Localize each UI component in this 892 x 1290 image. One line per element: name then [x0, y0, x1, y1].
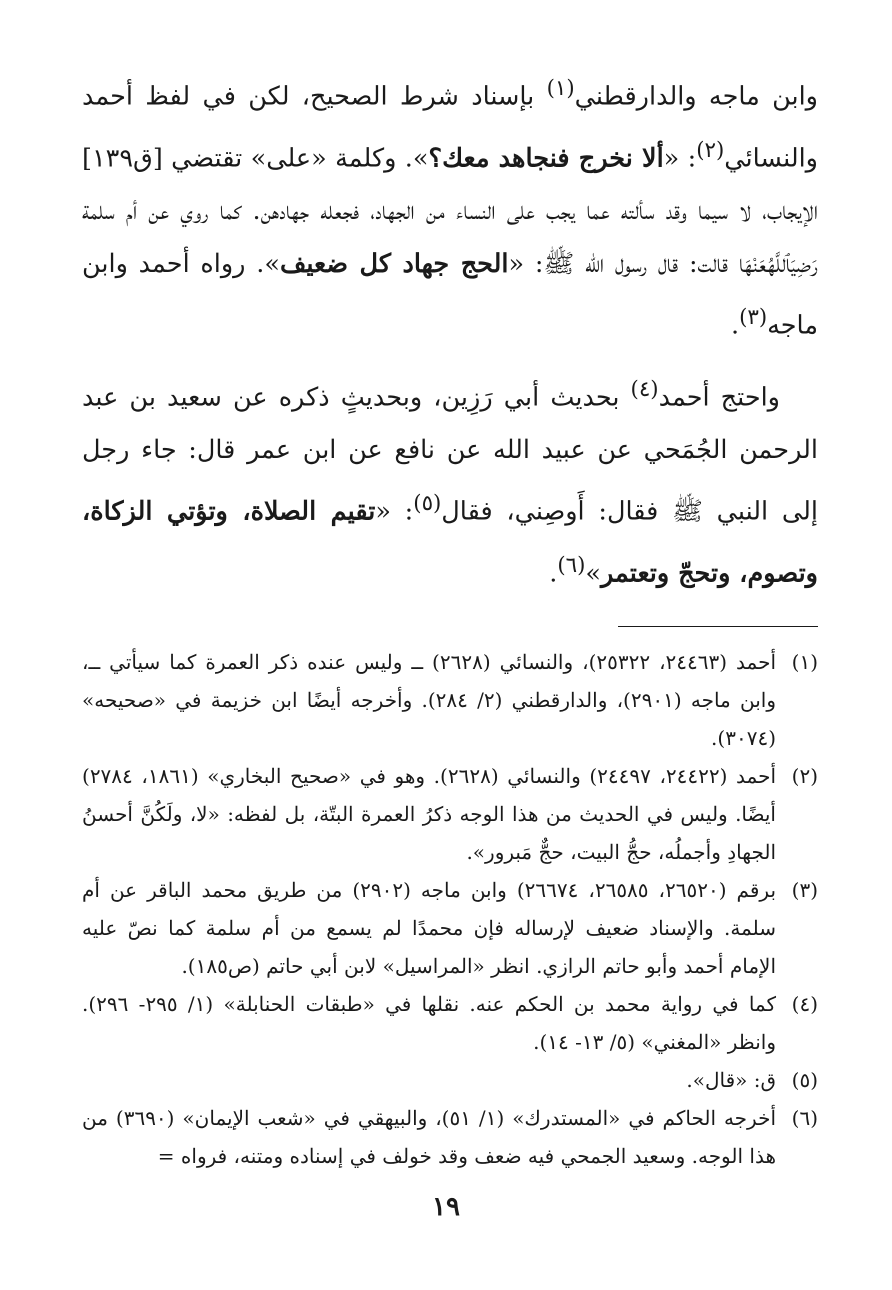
footnote-number: (١): [791, 650, 818, 674]
text-run: بحديث أبي رَزِين، وبحديثٍ ذكره عن سعيد بن عبد الرحمن الجُمَحي عن عبيد الله عن نافع عن ابن عمر قال: جاء رجل إلى النبي ﷺ فقال: أَوصِني، فقال: [82, 382, 818, 527]
page-content: [82, 62, 818, 1175]
quoted-hadith: ألا نخرج فنجاهد معك؟: [428, 143, 664, 173]
footnotes: [82, 643, 818, 1175]
text-run: وابن ماجه والدارقطني: [574, 81, 818, 112]
footnote-item: [82, 643, 818, 757]
footnote-item: [82, 757, 818, 871]
main-text: [82, 62, 818, 600]
text-run: ». وكلمة «على» تقتضي [ق١٣٩] الإيجاب، لا سيما وقد سألته عما يجب على النساء من الجهاد، فجعله جهادهن. كما روي عن أم سلمة رَضِيَٱللَّهُعَنْهَا قالت: قال رسول الله ﷺ: «: [82, 143, 818, 279]
footnote-ref-6[interactable]: (٦): [557, 552, 586, 578]
footnote-item: [82, 985, 818, 1061]
paragraph-2: [82, 363, 818, 601]
text-run: .: [731, 310, 740, 341]
footnote-ref-5[interactable]: (٥): [413, 491, 442, 516]
quoted-hadith: الحج جهاد كل ضعيف: [279, 249, 509, 279]
footnote-text: كما في رواية محمد بن الحكم عنه. نقلها في «طبقات الحنابلة» (١/ ٢٩٥- ٢٩٦). وانظر «المغني» (٥/ ١٣- ١٤).: [82, 992, 776, 1054]
footnote-text: أخرجه الحاكم في «المستدرك» (١/ ٥١)، والبيهقي في «شعب الإيمان» (٣٦٩٠) من هذا الوجه. وسعيد الجمحي فيه ضعف وقد خولف في إسناده ومتنه، فرواه =: [82, 1106, 777, 1168]
text-run: واحتج أحمد: [658, 382, 780, 412]
footnote-text: أحمد (٢٤٤٢٢، ٢٤٤٩٧) والنسائي (٢٦٢٨). وهو في «صحيح البخاري» (١٨٦١، ٢٧٨٤) أيضًا. وليس في الحديث من هذا الوجه ذكرُ العمرة البتّة، بل لفظه: «لا، ولَكُنَّ أحسنُ الجهادِ وأجملُه، حجُّ البيت، حجٌّ مَبرور».: [82, 764, 777, 864]
footnote-divider: [618, 626, 818, 627]
paragraph-1: [82, 62, 818, 353]
text-run: : «: [375, 496, 414, 527]
footnote-number: (٢): [791, 764, 818, 788]
footnote-ref-1[interactable]: (١): [546, 76, 575, 101]
quoted-hadith: تقيم الصلاة، وتؤتي الزكاة، وتصوم، وتحجّ وتعتمر: [82, 496, 818, 588]
text-run: .: [549, 558, 558, 588]
footnote-item: [82, 1099, 818, 1175]
footnote-number: (٤): [791, 992, 818, 1016]
text-run: : «: [663, 143, 697, 173]
footnote-item: [82, 1061, 818, 1099]
text-run: »: [585, 558, 601, 588]
footnote-item: [82, 871, 818, 985]
footnote-text: أحمد (٢٤٤٦٣، ٢٥٣٢٢)، والنسائي (٢٦٢٨) ــ وليس عنده ذكر العمرة كما سيأتي ــ، وابن ماجه (٢٩٠١)، والدارقطني (٢/ ٢٨٤). وأخرجه أيضًا ابن خزيمة في «صحيحه» (٣٠٧٤).: [82, 650, 777, 750]
text-run: ». رواه أحمد وابن ماجه: [82, 249, 818, 341]
footnote-number: (٣): [791, 878, 818, 902]
footnote-ref-4[interactable]: (٤): [630, 376, 659, 402]
text-run: بإسناد شرط الصحيح، لكن في لفظ أحمد والنسائي: [82, 81, 818, 173]
footnote-number: (٥): [791, 1068, 818, 1092]
footnote-text: برقم (٢٦٥٢٠، ٢٦٥٨٥، ٢٦٦٧٤) وابن ماجه (٢٩٠٢) من طريق محمد الباقر عن أم سلمة. والإسناد ضعيف لإرساله فإن محمدًا لم يسمع من أم سلمة كما نصّ عليه الإمام أحمد وأبو حاتم الرازي. انظر «المراسيل» لابن أبي حاتم (ص١٨٥).: [82, 878, 777, 978]
footnote-number: (٦): [791, 1106, 818, 1130]
footnote-ref-2[interactable]: (٢): [696, 137, 725, 163]
footnote-ref-3[interactable]: (٣): [739, 305, 768, 330]
page-number: ١٩: [432, 1192, 460, 1222]
footnote-text: ق: «قال».: [686, 1068, 776, 1092]
